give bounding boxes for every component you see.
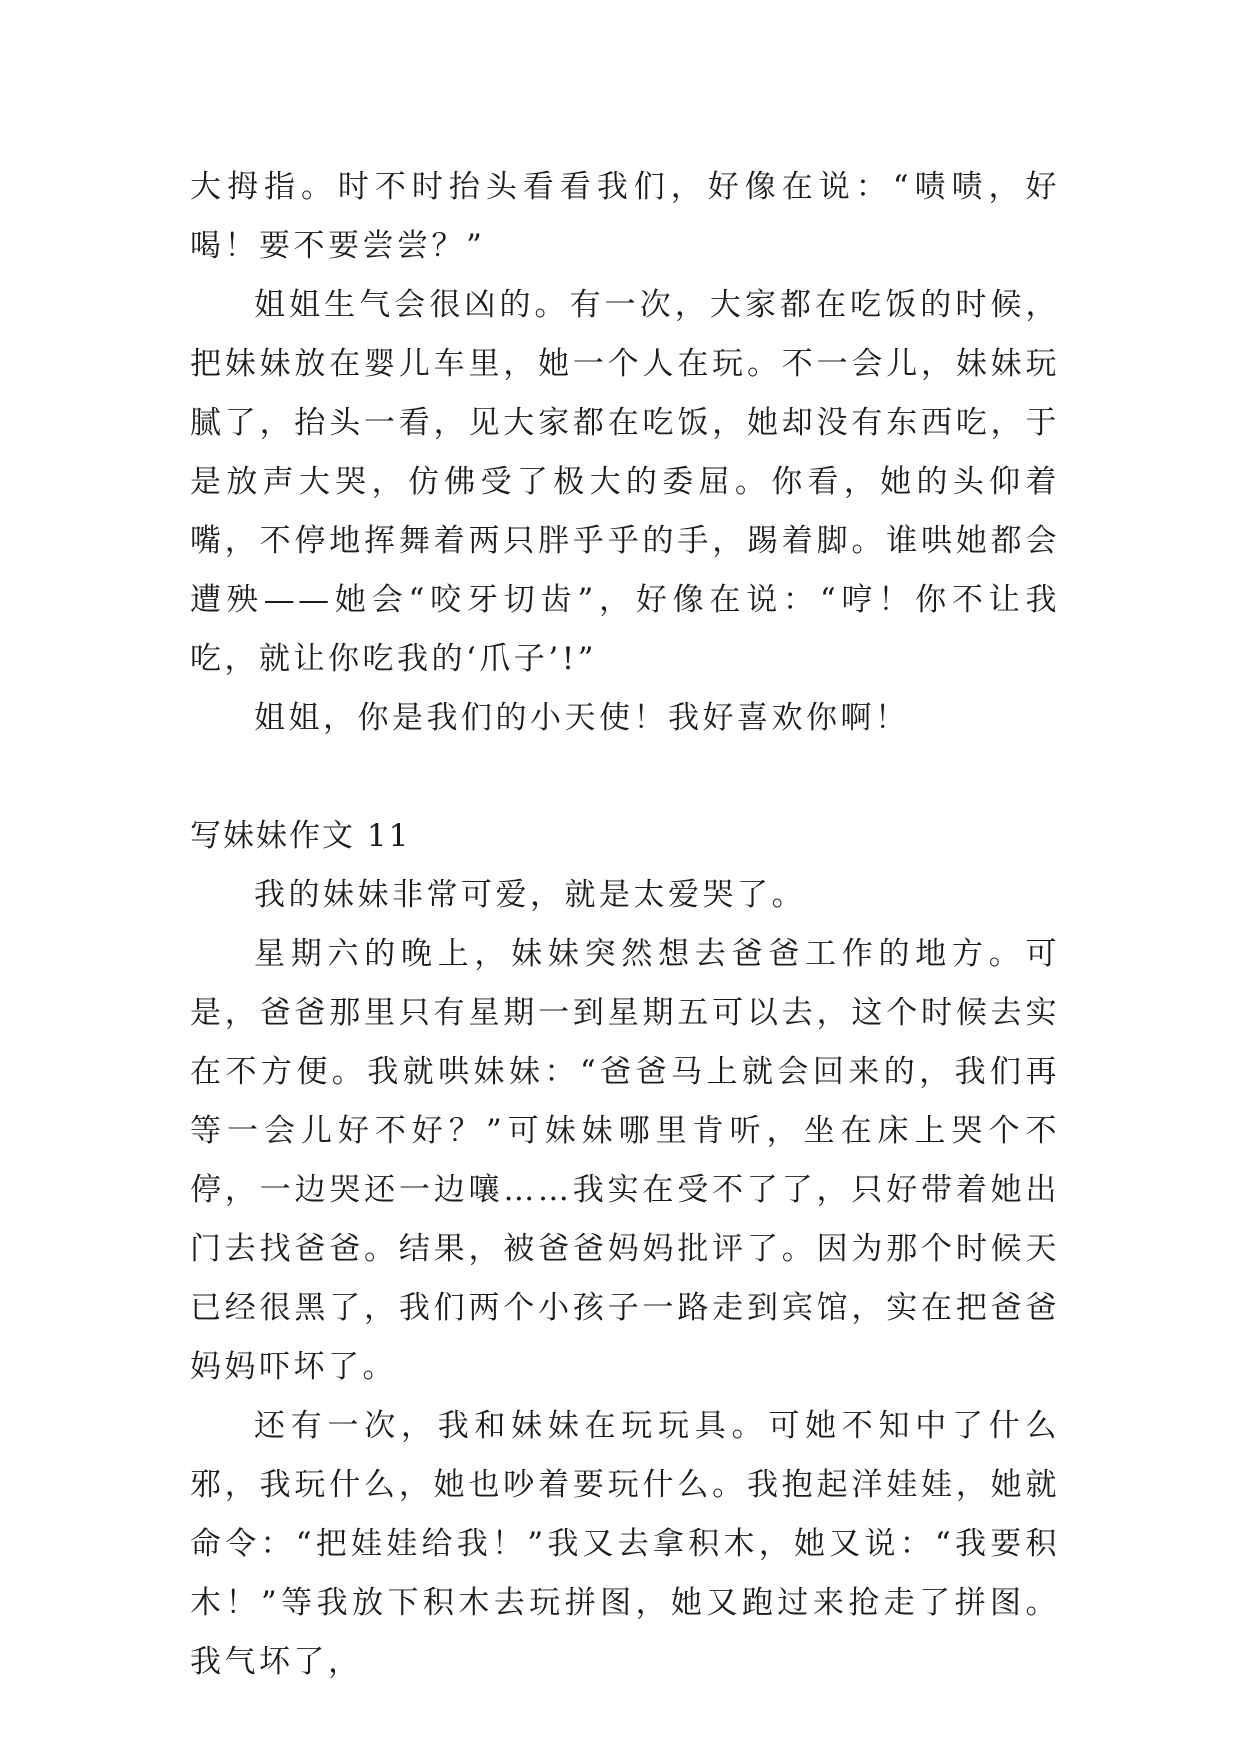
- section-heading: 写妹妹作文 11: [190, 818, 411, 854]
- paragraph: 姐姐，你是我们的小天使！我好喜欢你啊！: [254, 700, 910, 736]
- paragraph-continuation: 大拇指。时不时抬头看看我们，好像在说：“啧啧，好喝！要不要尝尝？”: [190, 169, 1060, 264]
- paragraph: 还有一次，我和妹妹在玩玩具。可她不知中了什么邪，我玩什么，她也吵着要玩什么。我抱起洋娃娃，她就命令：“把娃娃给我！”我又去拿积木，她又说：“我要积木！”等我放下积木去玩拼图，她又跑过来抢走了拼图。我气坏了，: [190, 1408, 1060, 1680]
- paragraph: 星期六的晚上，妹妹突然想去爸爸工作的地方。可是，爸爸那里只有星期一到星期五可以去，这个时候去实在不方便。我就哄妹妹：“爸爸马上就会回来的，我们再等一会儿好不好？”可妹妹哪里肯听，坐在床上哭个不停，一边哭还一边嚷……我实在受不了了，只好带着她出门去找爸爸。结果，被爸爸妈妈批评了。因为那个时候天已经很黑了，我们两个小孩子一路走到宾馆，实在把爸爸妈妈吓坏了。: [190, 936, 1060, 1385]
- document-body: [190, 158, 1060, 1692]
- paragraph: 姐姐生气会很凶的。有一次，大家都在吃饭的时候，把妹妹放在婴儿车里，她一个人在玩。不一会儿，妹妹玩腻了，抬头一看，见大家都在吃饭，她却没有东西吃，于是放声大哭，仿佛受了极大的委屈。你看，她的头仰着嘴，不停地挥舞着两只胖乎乎的手，踢着脚。谁哄她都会遭殃——她会“咬牙切齿”，好像在说：“哼！你不让我吃，就让你吃我的‘爪子’!”: [190, 287, 1060, 677]
- paragraph: 我的妹妹非常可爱，就是太爱哭了。: [254, 877, 806, 913]
